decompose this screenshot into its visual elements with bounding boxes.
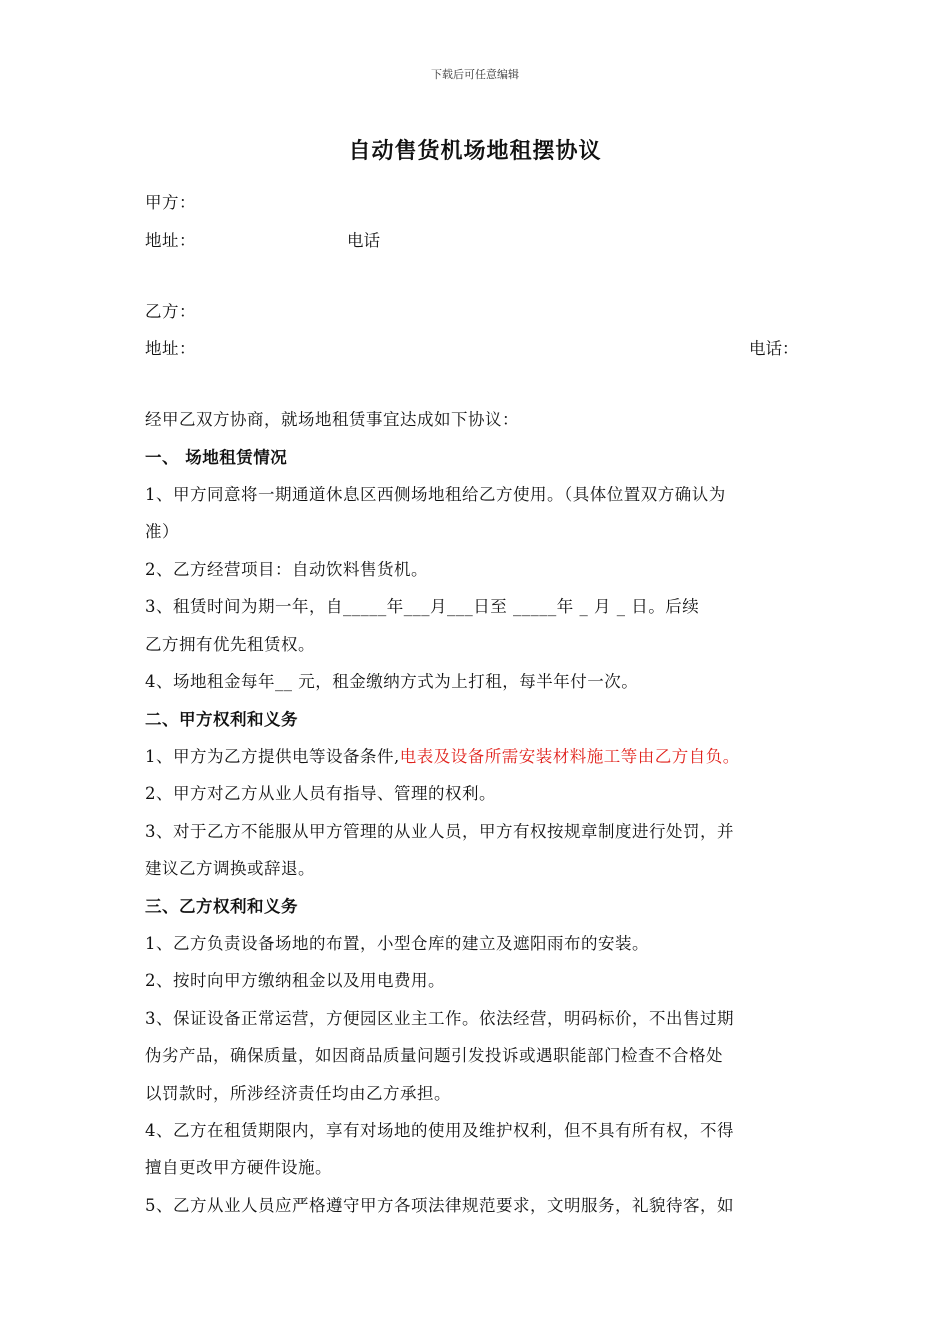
- section2-item1-text: 1、甲方为乙方提供电等设备条件,: [145, 747, 400, 766]
- section3-item3-line3: 以罚款时，所涉经济责任均由乙方承担。: [145, 1084, 451, 1103]
- section2-item1-red-text: 电表及设备所需安装材料施工等由乙方自负。: [399, 747, 740, 766]
- section3-item3-line2: 伪劣产品，确保质量，如因商品质量问题引发投诉或遇职能部门检查不合格处: [145, 1046, 723, 1065]
- section1-item1-line1: 1、甲方同意将一期通道休息区西侧场地租给乙方使用。（具体位置双方确认为: [145, 485, 726, 504]
- party-b-phone-label: 电话：: [749, 339, 799, 358]
- section3-item1: 1、乙方负责设备场地的布置，小型仓库的建立及遮阳雨布的安装。: [145, 934, 649, 953]
- section3-item2: 2、按时向甲方缴纳租金以及用电费用。: [145, 971, 445, 990]
- section2-item1: [145, 743, 740, 767]
- header-note: 下载后可任意编辑: [431, 68, 519, 81]
- party-a-address-label: 地址：: [145, 231, 196, 250]
- party-b-label: 乙方：: [145, 302, 196, 321]
- section1-item2: 2、乙方经营项目：自动饮料售货机。: [145, 560, 428, 579]
- section3-item3-line1: 3、保证设备正常运营，方便园区业主工作。依法经营，明码标价，不出售过期: [145, 1009, 734, 1028]
- section3-item5-line1: 5、乙方从业人员应严格遵守甲方各项法律规范要求，文明服务，礼貌待客，如: [145, 1196, 734, 1215]
- intro-text: 经甲乙双方协商，就场地租赁事宜达成如下协议：: [145, 410, 519, 429]
- section1-heading: 一、 场地租赁情况: [145, 448, 288, 467]
- section2-heading: 二、甲方权利和义务: [145, 710, 298, 729]
- section1-item3-line1: 3、租赁时间为期一年，自_____年___月___日至 _____年 _ 月 _ 日。后续: [145, 597, 700, 616]
- section1-item3-line2: 乙方拥有优先租赁权。: [145, 635, 315, 654]
- section3-heading: 三、乙方权利和义务: [145, 897, 298, 916]
- section1-item4: 4、场地租金每年__ 元，租金缴纳方式为上打租，每半年付一次。: [145, 672, 639, 691]
- section3-item4-line1: 4、乙方在租赁期限内，享有对场地的使用及维护权利，但不具有所有权，不得: [145, 1121, 734, 1140]
- section2-item2: 2、甲方对乙方从业人员有指导、管理的权利。: [145, 784, 496, 803]
- party-a-phone-label: 电话: [347, 231, 380, 250]
- document-title: 自动售货机场地租摆协议: [348, 138, 602, 164]
- party-b-address-label: 地址：: [145, 339, 196, 358]
- section1-item1-line2: 准）: [145, 522, 179, 541]
- section2-item3-line1: 3、对于乙方不能服从甲方管理的从业人员，甲方有权按规章制度进行处罚，并: [145, 822, 734, 841]
- section3-item4-line2: 擅自更改甲方硬件设施。: [145, 1158, 332, 1177]
- section2-item3-line2: 建议乙方调换或辞退。: [145, 859, 315, 878]
- party-a-label: 甲方：: [145, 193, 196, 212]
